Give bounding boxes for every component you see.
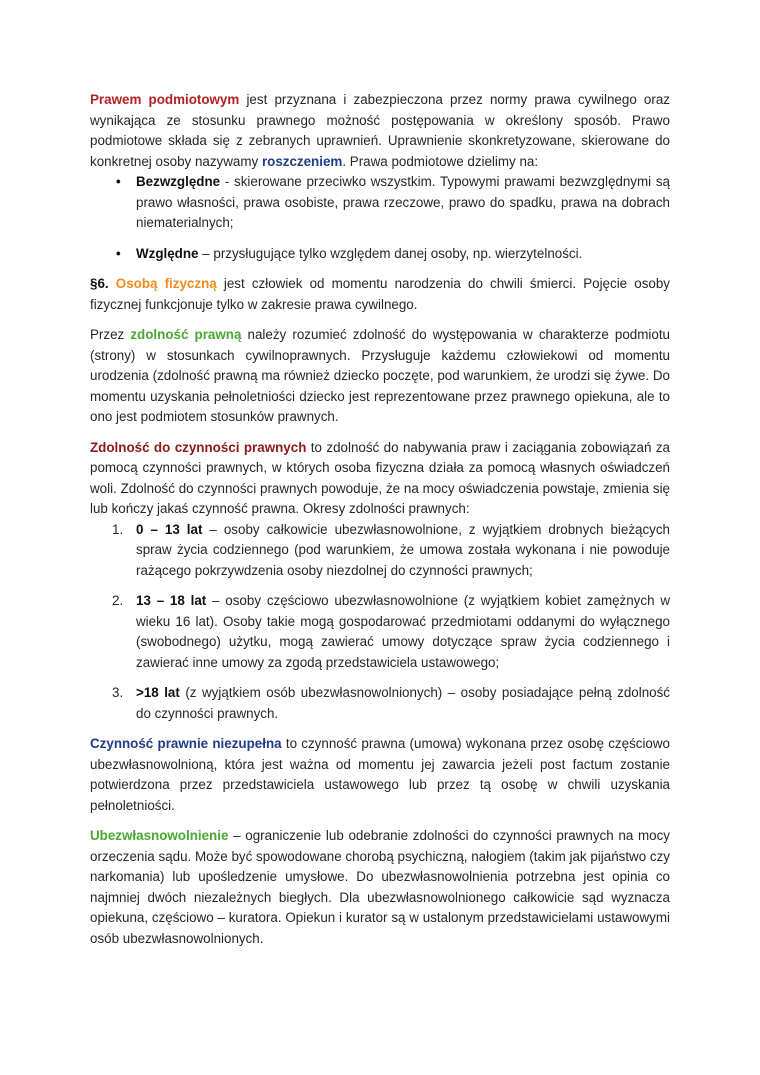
list-number: 2. bbox=[112, 593, 124, 608]
list-item bbox=[90, 591, 670, 673]
list-item bbox=[90, 520, 670, 582]
paragraph-subjective-right bbox=[90, 90, 670, 172]
list-item-text: – przysługujące tylko względem danej osoby, np. wierzytelności. bbox=[198, 245, 583, 261]
term-incapacitation: Ubezwłasnowolnienie bbox=[90, 828, 229, 843]
bullet-icon: • bbox=[116, 245, 121, 261]
term-legal-capacity: zdolność prawną bbox=[130, 327, 242, 342]
term-capacity-to-act: Zdolność do czynności prawnych bbox=[90, 439, 307, 455]
paragraph-incapacitation bbox=[90, 826, 670, 949]
rights-list bbox=[90, 172, 670, 264]
paragraph-natural-person bbox=[90, 274, 670, 315]
list-item bbox=[90, 683, 670, 724]
periods-list bbox=[90, 520, 670, 725]
list-item-label: >18 lat bbox=[136, 685, 180, 700]
paragraph-text: jest przyznana i zabezpieczona przez normy prawa cywilnego oraz wynikająca ze stosunku prawnego możność postępowania w określony sposób. Prawo podmiotowe składa się z zebranych uprawnień. Uprawnienie skonkretyzowane, skierowane do konkretnej osoby nazywamy bbox=[90, 92, 670, 169]
list-item-text: (z wyjątkiem osób ubezwłasnowolnionych) – osoby posiadające pełną zdolność do czynności prawnych. bbox=[136, 685, 670, 721]
paragraph-text: – ograniczenie lub odebranie zdolności do czynności prawnych na mocy orzeczenia sądu. Może być spowodowane chorobą psychiczną, nałogiem (takim jak pijaństwo czy narkomania) lub upośledzenie umysłowe. Do ubezwłasnowolnienia potrzebna jest opinia co najmniej dwóch niezależnych biegłych. Dla ubezwłasnowolnionego całkowicie sąd wyznacza opiekuna, częściowo – kuratora. Opiekun i kurator są w ustalonym przedstawicielami ustawowymi osób ubezwłasnowolnionych. bbox=[90, 828, 670, 946]
paragraph-text: . Prawa podmiotowe dzielimy na: bbox=[342, 153, 539, 169]
paragraph-legal-capacity bbox=[90, 325, 670, 428]
paragraph-text: Przez bbox=[90, 327, 131, 342]
list-number: 1. bbox=[112, 521, 124, 537]
list-item-label: 0 – 13 lat bbox=[136, 521, 203, 537]
term-incomplete-act: Czynność prawnie niezupełna bbox=[90, 736, 282, 751]
list-number: 3. bbox=[112, 685, 124, 700]
paragraph-text: to czynność prawna (umowa) wykonana przez osobę częściowo ubezwłasnowolnioną, która jest ważna od momentu jej zawarcia jeżeli post factum zostanie potwierdzona przez przedstawiciela ustawowego lub przez tą osobę w chwili uzyskania pełnoletniości. bbox=[90, 736, 670, 813]
list-item-text: – osoby całkowicie ubezwłasnowolnione, z wyjątkiem drobnych bieżących spraw życia codziennego (pod warunkiem, że umowa została wykonana i nie powoduje rażącego pokrzywdzenia osoby niezdolnej do czynności prawnych; bbox=[136, 521, 671, 578]
list-item-text: - skierowane przeciwko wszystkim. Typowymi prawami bezwzględnymi są prawo własności, prawa osobiste, prawa rzeczowe, prawo do spadku, prawa na dobrach niematerialnych; bbox=[136, 174, 670, 230]
section-number: §6. bbox=[90, 276, 109, 291]
list-item bbox=[90, 172, 670, 234]
paragraph-incomplete-act bbox=[90, 734, 670, 816]
term-claim: roszczeniem bbox=[261, 153, 343, 169]
paragraph-text: należy rozumieć zdolność do występowania w charakterze podmiotu (strony) w stosunkach cywilnoprawnych. Przysługuje każdemu człowiekowi od momentu urodzenia (zdolność prawną ma również dziecko poczęte, pod warunkiem, że urodzi się żywe. Do momentu uzyskania pełnoletniości dziecko jest reprezentowane przez prawnego opiekuna, ale to ono jest podmiotem stosunków prawnych. bbox=[90, 327, 670, 424]
document-body bbox=[90, 90, 670, 949]
list-item-label: 13 – 18 lat bbox=[136, 593, 207, 608]
term-natural-person: Osobą fizyczną bbox=[115, 276, 217, 291]
list-item bbox=[90, 244, 670, 265]
list-item-label: Względne bbox=[136, 245, 199, 261]
list-item-label: Bezwzględne bbox=[136, 174, 221, 189]
paragraph-text: jest człowiek od momentu narodzenia do chwili śmierci. Pojęcie osoby fizycznej funkcjonuje tylko w zakresie prawa cywilnego. bbox=[90, 276, 670, 312]
paragraph-text: to zdolność do nabywania praw i zaciągania zobowiązań za pomocą czynności prawnych, w których osoba fizyczna działa za pomocą własnych oświadczeń woli. Zdolność do czynności prawnych powoduje, że na mocy oświadczenia powstaje, zmienia się lub kończy jakaś czynność prawna. Okresy zdolności prawnych: bbox=[90, 439, 670, 516]
term-subjective-right: Prawem podmiotowym bbox=[90, 92, 240, 107]
list-item-text: – osoby częściowo ubezwłasnowolnione (z wyjątkiem kobiet zamężnych w wieku 16 lat). Osoby takie mogą gospodarować przedmiotami oddanymi do wyłącznego (swobodnego) użytku, mogą zawierać umowy dotyczące spraw życia codziennego i zawierać inne umowy za zgodą przedstawiciela ustawowego; bbox=[136, 593, 670, 670]
bullet-icon: • bbox=[116, 174, 121, 189]
paragraph-capacity-to-act bbox=[90, 438, 670, 520]
